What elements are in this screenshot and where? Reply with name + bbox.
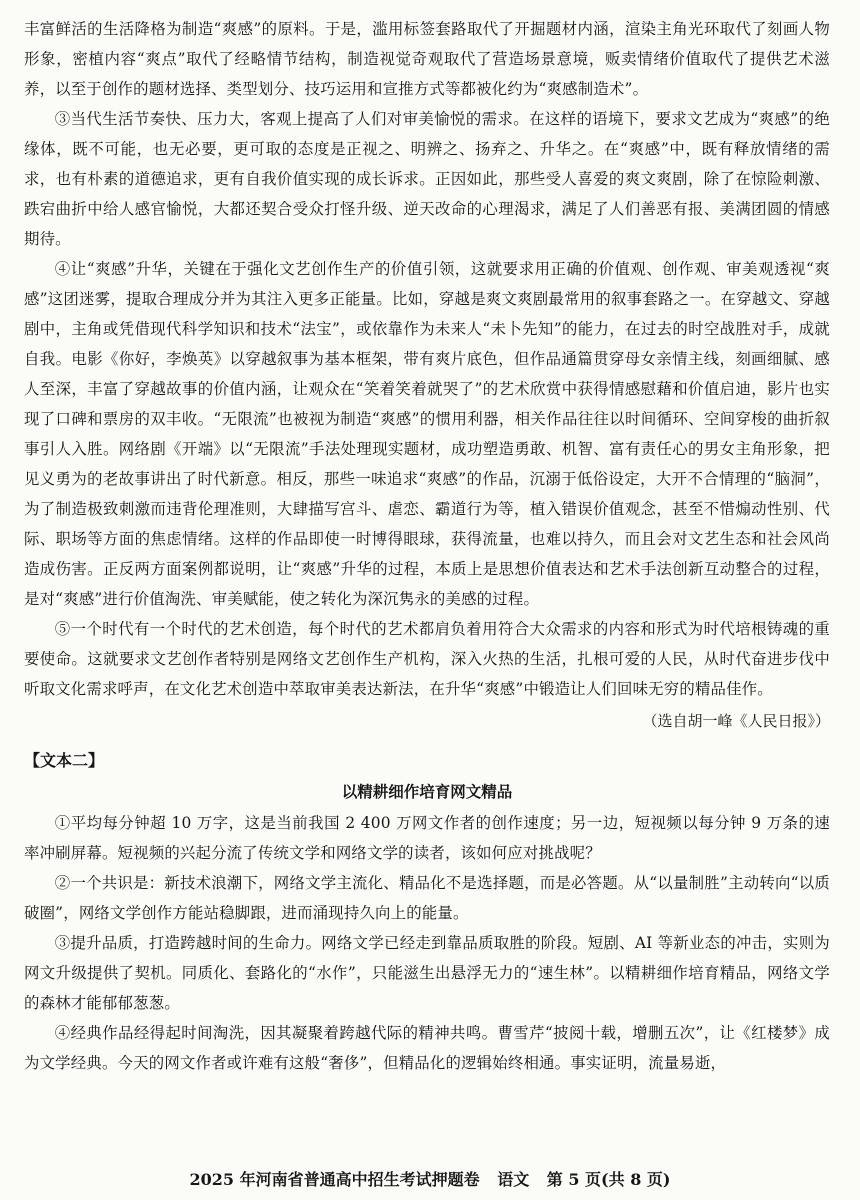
text2-paragraph-4: ④经典作品经得起时间淘洗，因其凝聚着跨越代际的精神共鸣。曹雪芹“披阅十载，增删五次”，让《红楼梦》成为文学经典。今天的网文作者或许难有这般“奢侈”，但精品化的逻辑始终相通。事实证明，流量易逝， — [24, 1024, 830, 1072]
text1-paragraph-3: ③当代生活节奏快、压力大，客观上提高了人们对审美愉悦的需求。在这样的语境下，要求文艺成为“爽感”的绝缘体，既不可能，也无必要，更可取的态度是正视之、明辨之、扬弃之、升华之。在“爽感”中，既有释放情绪的需求，也有朴素的道德追求，更有自我价值实现的成长诉求。正因如此，那些受人喜爱的爽文爽剧，除了在惊险刺激、跌宕曲折中给人感官愉悦，大都还契合受众打怪升级、逆天改命的心理渴求，满足了人们善恶有报、美满团圆的情感期待。 — [24, 110, 830, 248]
page-footer — [0, 1168, 860, 1192]
text1-paragraph-4: ④让“爽感”升华，关键在于强化文艺创作生产的价值引领，这就要求用正确的价值观、创作观、审美观透视“爽感”这团迷雾，提取合理成分并为其注入更多正能量。比如，穿越是爽文爽剧最常用的叙事套路之一。在穿越文、穿越剧中，主角或凭借现代科学知识和技术“法宝”，或依靠作为未来人“未卜先知”的能力，在过去的时空战胜对手，成就自我。电影《你好，李焕英》以穿越叙事为基本框架，带有爽片底色，但作品通篇贯穿母女亲情主线，刻画细腻、感人至深，丰富了穿越故事的价值内涵，让观众在“笑着笑着就哭了”的艺术欣赏中获得情感慰藉和价值启迪，影片也实现了口碑和票房的双丰收。“无限流”也被视为制造“爽感”的惯用利器，相关作品往往以时间循环、空间穿梭的曲折叙事引人入胜。网络剧《开端》以“无限流”手法处理现实题材，成功塑造勇敢、机智、富有责任心的男女主角形象，把见义勇为的老故事讲出了时代新意。相反，那些一味追求“爽感”的作品，沉溺于低俗设定，大开不合情理的“脑洞”，为了制造极致刺激而违背伦理准则，大肆描写宫斗、虐恋、霸道行为等，植入错误价值观念，甚至不惜煽动性别、代际、职场等方面的焦虑情绪。这样的作品即使一时博得眼球，获得流量，也难以持久，而且会对文艺生态和社会风尚造成伤害。正反两方面案例都说明，让“爽感”升华的过程，本质上是思想价值表达和艺术手法创新互动整合的过程，是对“爽感”进行价值淘洗、审美赋能，使之转化为深沉隽永的美感的过程。 — [24, 260, 830, 608]
footer-subject: 语文 — [497, 1170, 530, 1189]
text1-paragraph-continued: 丰富鲜活的生活降格为制造“爽感”的原料。于是，滥用标签套路取代了开掘题材内涵，渲染主角光环取代了刻画人物形象，密植内容“爽点”取代了经略情节结构，制造视觉奇观取代了营造场景意境，贩卖情绪价值取代了提供艺术滋养，以至于创作的题材选择、类型划分、技巧运用和宣推方式等都被化约为“爽感制造术”。 — [24, 20, 830, 98]
text1-paragraph-5: ⑤一个时代有一个时代的艺术创造，每个时代的艺术都肩负着用符合大众需求的内容和形式为时代培根铸魂的重要使命。这就要求文艺创作者特别是网络文艺创作生产机构，深入火热的生活，扎根可爱的人民，从时代奋进步伐中听取文化需求呼声，在文化艺术创造中萃取审美表达新法，在升华“爽感”中锻造让人们回味无穷的精品佳作。 — [24, 620, 830, 698]
text2-title: 以精耕细作培育网文精品 — [341, 782, 513, 801]
footer-page-number: 第 5 页(共 8 页) — [546, 1170, 671, 1189]
text2-paragraph-3: ③提升品质，打造跨越时间的生命力。网络文学已经走到靠品质取胜的阶段。短剧、AI 等新业态的冲击，实则为网文升级提供了契机。同质化、套路化的“水作”，只能滋生出悬浮无力的“速生林”。以精耕细作培育精品，网络文学的森林才能郁郁葱葱。 — [24, 934, 830, 1012]
text1-source: （选自胡一峰《人民日报》） — [642, 712, 830, 730]
footer-exam-title: 2025 年河南省普通高中招生考试押题卷 — [189, 1170, 480, 1189]
text2-paragraph-1: ①平均每分钟超 10 万字，这是当前我国 2 400 万网文作者的创作速度；另一边，短视频以每分钟 9 万条的速率冲刷屏幕。短视频的兴起分流了传统文学和网络文学的读者，该如何应对挑战呢？ — [24, 814, 830, 862]
text2-paragraph-2: ②一个共识是：新技术浪潮下，网络文学主流化、精品化不是选择题，而是必答题。从“以量制胜”主动转向“以质破圈”，网络文学创作方能站稳脚跟，进而涌现持久向上的能量。 — [24, 874, 830, 922]
text2-label: 【文本二】 — [24, 751, 105, 770]
